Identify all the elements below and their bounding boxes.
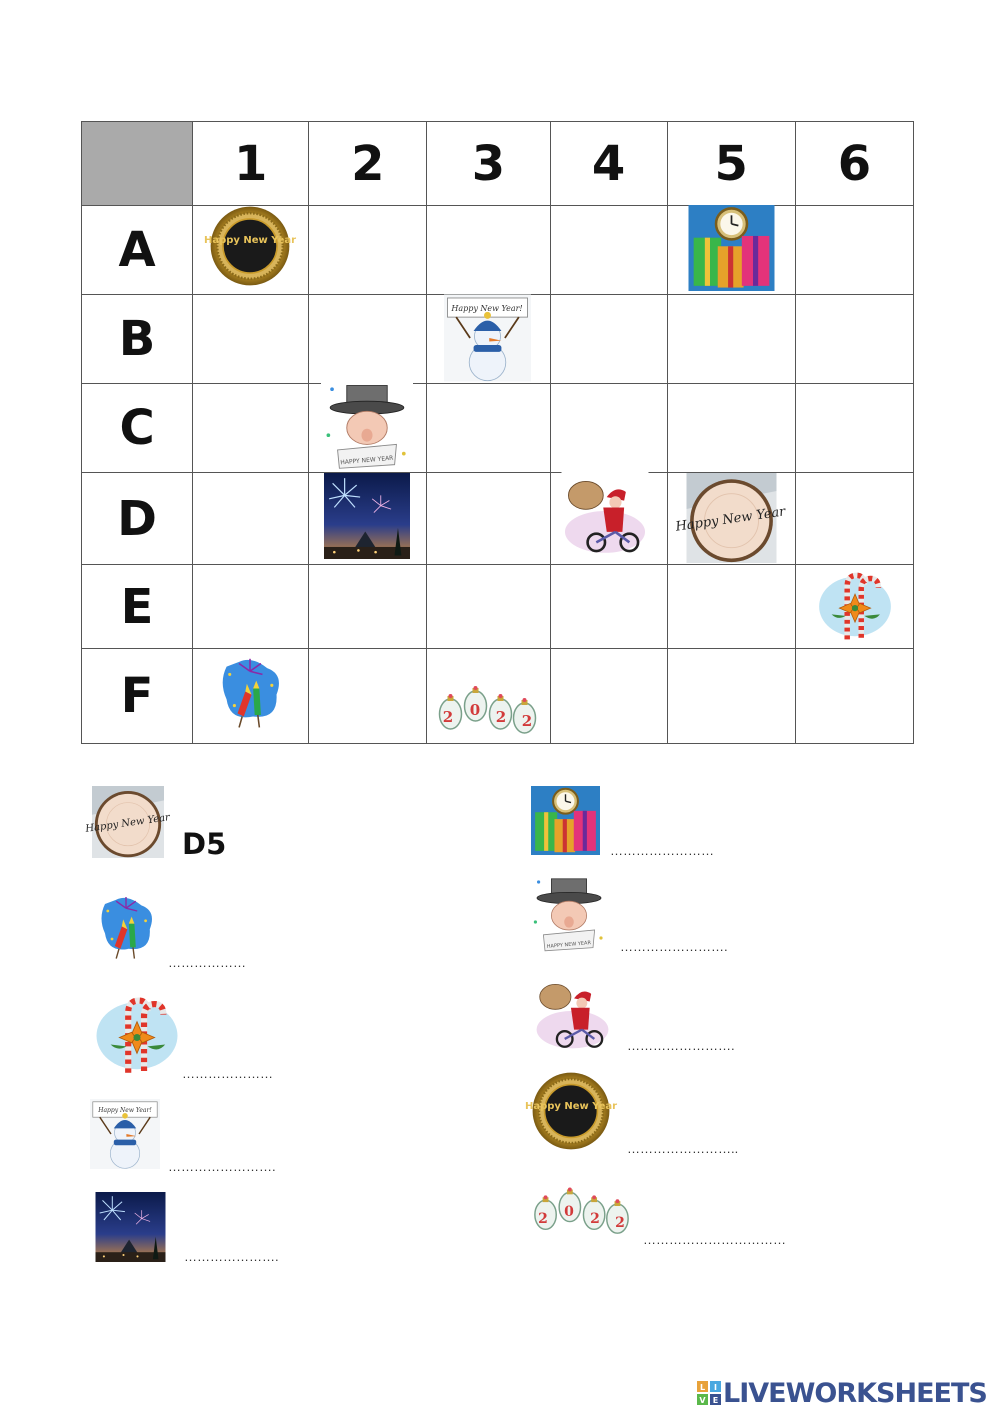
logo-letter-2: I [714, 1383, 717, 1392]
answer-medallion-text: Happy New Year [524, 1101, 618, 1112]
ornament-digit-2: 0 [469, 701, 481, 719]
cell-a6 [795, 206, 913, 295]
answer-ornament-digit-1: 2 [538, 1211, 548, 1227]
liveworksheets-brand [697, 1378, 987, 1408]
answer-ornament-digit-4: 2 [615, 1215, 625, 1231]
cell-f5 [667, 649, 795, 744]
medallion-text-line-1: Happy New Year [203, 235, 297, 246]
cell-b4 [550, 295, 667, 384]
2022-ornaments-icon [434, 670, 541, 740]
cell-f4 [550, 649, 667, 744]
column-header-6: 6 [795, 122, 913, 206]
liveworksheets-logo-icon [697, 1381, 721, 1405]
answer-snowman-sign-text: Happy New Year! [98, 1107, 152, 1114]
cell-b6 [795, 295, 913, 384]
cell-e2 [309, 565, 427, 649]
answer-firework-rockets-icon [91, 884, 161, 966]
ornament-digit-4: 2 [521, 712, 533, 730]
cell-e1 [193, 565, 309, 649]
column-header-3: 3 [427, 122, 550, 206]
cell-c3 [427, 384, 550, 473]
cell-b5 [667, 295, 795, 384]
ornament-digit-1: 2 [442, 708, 454, 726]
cell-e3 [427, 565, 550, 649]
coordinate-grid [81, 121, 914, 744]
answer-blank-clock-gifts[interactable]: …………………… [610, 843, 714, 858]
answer-gold-medallion-icon [524, 1071, 618, 1151]
cell-b2 [309, 295, 427, 384]
example-answer: D5 [182, 827, 227, 861]
brand-name: LIVEWORKSHEETS [723, 1377, 987, 1409]
cell-d1 [193, 473, 309, 565]
candy-canes-poinsettia-icon [810, 566, 900, 644]
fireworks-over-night-village-icon [316, 473, 418, 559]
logo-letter-1: L [699, 1383, 706, 1392]
answer-wood-slice-icon [84, 786, 171, 858]
cell-c5 [667, 384, 795, 473]
cell-b1 [193, 295, 309, 384]
wood-slice-text: Happy New Year [674, 504, 787, 535]
happy-new-year-wood-slice-icon [674, 473, 787, 563]
cell-a2 [309, 206, 427, 295]
answer-blank-baby-new-year[interactable]: ……………………. [620, 939, 728, 954]
cell-e4 [550, 565, 667, 649]
cell-d3 [427, 473, 550, 565]
cell-c4 [550, 384, 667, 473]
row-header-b: B [82, 295, 193, 384]
row-header-f: F [82, 649, 193, 744]
cell-d6 [795, 473, 913, 565]
column-header-2: 2 [309, 122, 427, 206]
happy-new-year-gold-medallion-icon [203, 205, 297, 287]
firework-rockets-icon [211, 648, 289, 732]
cell-f2 [309, 649, 427, 744]
answer-santa-bicycle-icon [530, 975, 615, 1053]
answer-blank-night-village[interactable]: …………………. [184, 1249, 279, 1264]
logo-letter-3: V [699, 1396, 706, 1405]
answer-snowman-icon [90, 1098, 160, 1170]
ornament-digit-3: 2 [495, 708, 507, 726]
santa-on-bicycle-icon [555, 471, 655, 558]
answer-ornament-digit-2: 0 [564, 1204, 574, 1220]
answer-night-village-icon [90, 1192, 171, 1262]
row-header-c: C [82, 384, 193, 473]
answer-wood-slice-text: Happy New Year [84, 812, 171, 835]
clock-and-gifts-icon [685, 205, 778, 291]
baby-sash-text: HAPPY NEW YEAR [340, 454, 394, 467]
answer-blank-santa-bicycle[interactable]: ……………………. [627, 1038, 735, 1053]
cell-c1 [193, 384, 309, 473]
answer-candy-canes-icon [93, 990, 181, 1078]
answer-blank-snowman[interactable]: ……………………. [168, 1159, 276, 1174]
answer-blank-2022-ornaments[interactable]: …………………………… [643, 1232, 786, 1247]
answer-blank-firework-rockets[interactable]: ……………… [168, 955, 246, 970]
row-header-d: D [82, 473, 193, 565]
snowman-sign-text: Happy New Year! [451, 304, 523, 313]
corner-cell [82, 122, 193, 206]
row-header-e: E [82, 565, 193, 649]
baby-new-year-top-hat-icon [321, 380, 413, 472]
cell-f6 [795, 649, 913, 744]
snowman-holding-sign-icon [444, 294, 531, 382]
cell-a3 [427, 206, 550, 295]
answer-baby-new-year-icon [529, 874, 609, 954]
cell-c6 [795, 384, 913, 473]
cell-a4 [550, 206, 667, 295]
answer-2022-ornaments-icon [529, 1172, 634, 1240]
answer-clock-gifts-icon [529, 786, 602, 855]
column-header-1: 1 [193, 122, 309, 206]
cell-e5 [667, 565, 795, 649]
column-header-5: 5 [667, 122, 795, 206]
logo-letter-4: E [712, 1396, 719, 1405]
answer-blank-gold-medallion[interactable]: …………………….. [627, 1141, 739, 1156]
column-header-4: 4 [550, 122, 667, 206]
answer-baby-sash-text: HAPPY NEW YEAR [546, 940, 592, 950]
answer-ornament-digit-3: 2 [590, 1211, 600, 1227]
answer-blank-candy-canes[interactable]: ………………… [182, 1066, 273, 1081]
row-header-a: A [82, 206, 193, 295]
